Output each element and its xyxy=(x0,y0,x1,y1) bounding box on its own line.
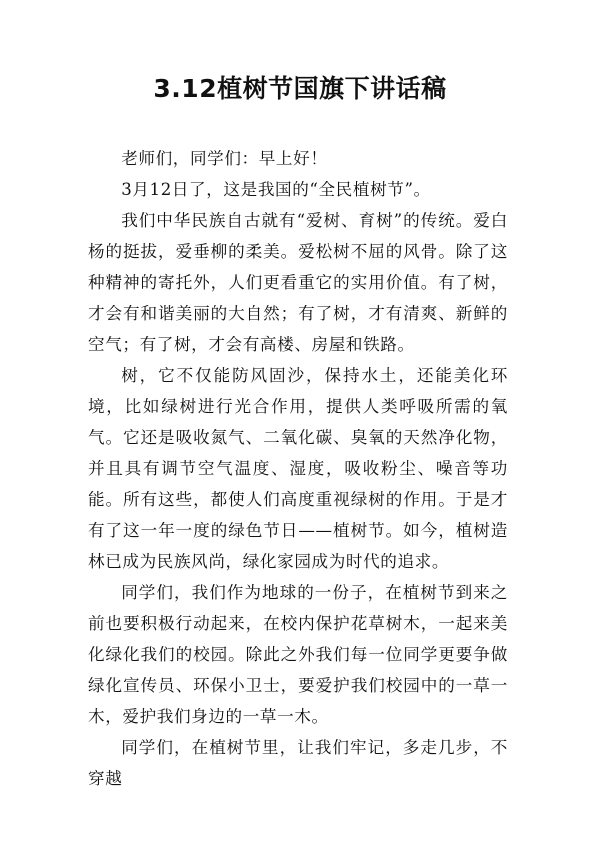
paragraph-date: 3月12日了，这是我国的“全民植树节”。 xyxy=(121,180,431,199)
document-title: 3.12植树节国旗下讲话稿 xyxy=(153,74,447,103)
paragraph-tradition: 我们中华民族自古就有“爱树、育树”的传统。爱白杨的挺拔，爱垂柳的柔美。爱松树不屈的风骨。除了这种精神的寄托外，人们更看重它的实用价值。有了树，才会有和谐美丽的大自然；有了树，才有清爽、新鲜的空气；有了树，才会有高楼、房屋和铁路。 xyxy=(88,211,508,354)
paragraph-action: 同学们，我们作为地球的一份子，在植树节到来之前也要积极行动起来，在校内保护花草树木，一起来美化绿化我们的校园。除此之外我们每一位同学更要争做绿化宣传员、环保小卫士，要爱护我们校园中的一草一木，爱护我们身边的一草一木。 xyxy=(88,583,508,726)
paragraph-greeting: 老师们，同学们：早上好！ xyxy=(121,149,328,168)
document-body xyxy=(88,143,508,794)
paragraph-closing: 同学们，在植树节里，让我们牢记，多走几步，不穿越 xyxy=(88,738,508,788)
paragraph-tree-functions: 树，它不仅能防风固沙，保持水土，还能美化环境，比如绿树进行光合作用，提供人类呼吸所需的氧气。它还是吸收氮气、二氧化碳、臭氧的天然净化物，并且具有调节空气温度、湿度，吸收粉尘、噪音等功能。所有这些，都使人们高度重视绿树的作用。于是才有了这一年一度的绿色节日——植树节。如今，植树造林已成为民族风尚，绿化家园成为时代的追求。 xyxy=(88,366,508,571)
